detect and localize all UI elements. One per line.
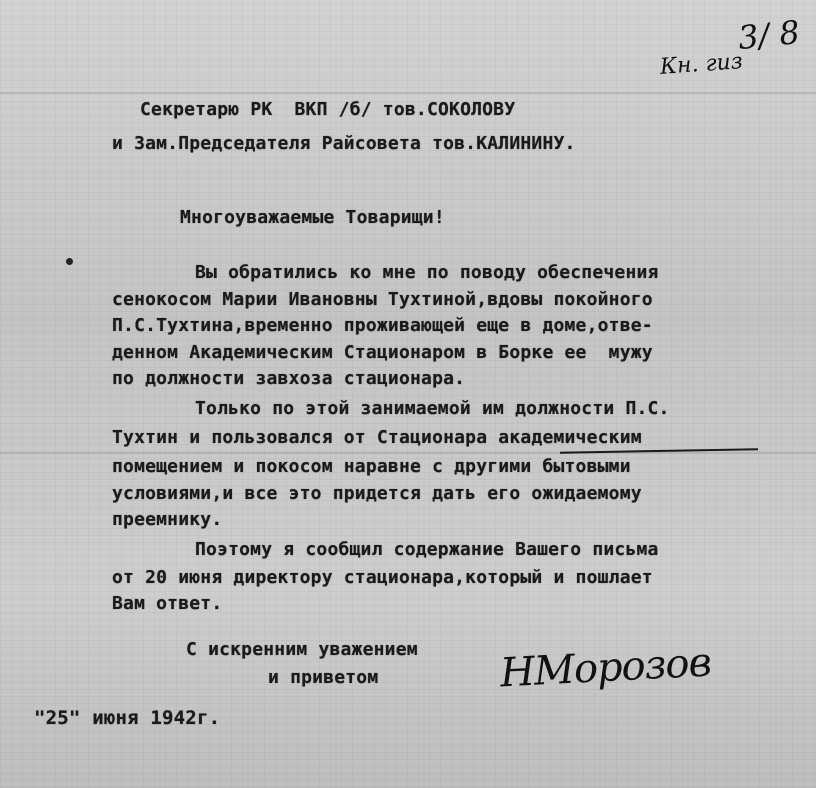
body-line: условиями,и все это придется дать его ожидаемому [112,483,642,504]
body-line: Тухтин и пользовался от Стационара академическим [112,427,642,448]
sheet-number: 3/ 8 [736,12,802,58]
closing-line-1: С искренним уважением [186,639,418,660]
body-line: по должности завхоза стационара. [112,368,466,389]
body-line: Поэтому я сообщил содержание Вашего письма [195,539,659,560]
paper-fold-line [0,92,816,94]
body-line: от 20 июня директору стационара,который и пошлает [112,567,653,588]
body-line: Только по этой занимаемой им должности П.С. [195,398,670,419]
addressee-line-2: и Зам.Председателя Райсовета тов.КАЛИНИНУ. [112,133,576,154]
paper-fold-line [0,452,816,454]
body-line: помещением и покосом наравне с другими бытовыми [112,456,631,477]
closing-line-2: и приветом [268,667,379,688]
letter-date: "25" июня 1942г. [34,707,221,729]
body-line: Вы обратились ко мне по поводу обеспечения [195,262,659,283]
handwritten-note: Кн. гиз [659,49,744,80]
addressee-line-1: Секретарю РК ВКП /б/ тов.СОКОЛОВУ [140,99,516,120]
body-line: П.С.Тухтина,временно проживающей еще в доме,отве- [112,315,653,336]
body-line: денном Академическим Стационаром в Борке ее мужу [112,342,653,363]
body-line: сенокосом Марии Ивановны Тухтиной,вдовы покойного [112,289,653,310]
body-line: Вам ответ. [112,593,223,614]
body-line: преемнику. [112,509,223,530]
signature: НМорозов [498,639,712,697]
stray-ink-dot [66,258,73,265]
salutation: Многоуважаемые Товарищи! [180,207,445,228]
